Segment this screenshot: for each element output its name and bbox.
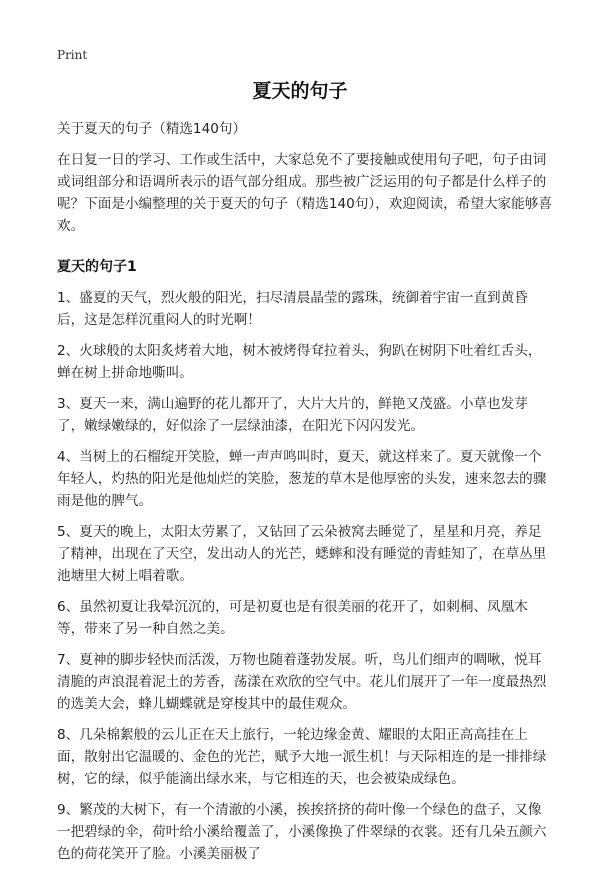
- article-body: [57, 118, 553, 874]
- sentence-item-3: 3、夏天一来，满山遍野的花儿都开了，大片大片的，鲜艳又茂盛。小草也发芽了，嫩绿嫩绿的，好似涂了一层绿油漆，在阳光下闪闪发光。: [57, 396, 528, 434]
- sentence-item-4: 4、当树上的石榴绽开笑脸，蝉一声声鸣叫时，夏天，就这样来了。夏天就像一个年轻人，灼热的阳光是他灿烂的笑脸，葱茏的草木是他厚密的头发，速来忽去的骤雨是他的脾气。: [57, 449, 547, 509]
- print-link[interactable]: Print: [57, 48, 88, 62]
- sentence-item-9: 9、繁茂的大树下，有一个清澈的小溪，挨挨挤挤的荷叶像一个绿色的盘子，又像一把碧绿的伞，荷叶给小溪给覆盖了，小溪像换了件翠绿的衣裳。还有几朵五颜六色的荷花笑开了脸。小溪美丽极了: [57, 802, 547, 862]
- article-intro: 在日复一日的学习、工作或生活中，大家总免不了要接触或使用句子吧，句子由词或词组部分和语调所表示的语气部分组成。那些被广泛运用的句子都是什么样子的呢？下面是小编整理的关于夏天的句子（精选140句），欢迎阅读，希望大家能够喜欢。: [57, 152, 552, 234]
- article-subtitle: 关于夏天的句子（精选140句）: [57, 121, 247, 137]
- section-heading: 夏天的句子1: [57, 259, 137, 275]
- sentence-item-7: 7、夏神的脚步轻快而活泼，万物也随着蓬勃发展。听，鸟儿们细声的啁啾，悦耳清脆的声浪混着泥土的芳香，荡漾在欢欣的空气中。花儿们展开了一年一度最热烈的选美大会，蜂儿蝴蝶就是穿梭其中的最佳观众。: [57, 652, 547, 712]
- sentence-item-8: 8、几朵棉絮般的云儿正在天上旅行，一轮边缘金黄、耀眼的太阳正高高挂在上面，散射出它温暖的、金色的光芒，赋予大地一派生机！与天际相连的是一排排绿树，它的绿，似乎能滴出绿水来，与它相连的天，也会被染成绿色。: [57, 727, 547, 787]
- sentence-item-5: 5、夏天的晚上，太阳太劳累了，又钻回了云朵被窝去睡觉了，星星和月亮，养足了精神，出现在了天空，发出动人的光芒，蟋蟀和没有睡觉的青蛙知了，在草丛里池塘里大树上唱着歌。: [57, 524, 547, 584]
- sentence-item-6: 6、虽然初夏让我晕沉沉的，可是初夏也是有很美丽的花开了，如刺桐、凤凰木等，带来了另一种自然之美。: [57, 599, 528, 637]
- sentence-item-1: 1、盛夏的天气，烈火般的阳光，扫尽清晨晶莹的露珠，统御着宇宙一直到黄昏后，这是怎样沉重闷人的时光啊！: [57, 290, 528, 328]
- sentence-item-2: 2、火球般的太阳炙烤着大地，树木被烤得耷拉着头，狗趴在树阴下吐着红舌头，蝉在树上拼命地嘶叫。: [57, 343, 542, 381]
- page-title: 夏天的句子: [252, 80, 348, 102]
- sentence-list: [57, 287, 553, 865]
